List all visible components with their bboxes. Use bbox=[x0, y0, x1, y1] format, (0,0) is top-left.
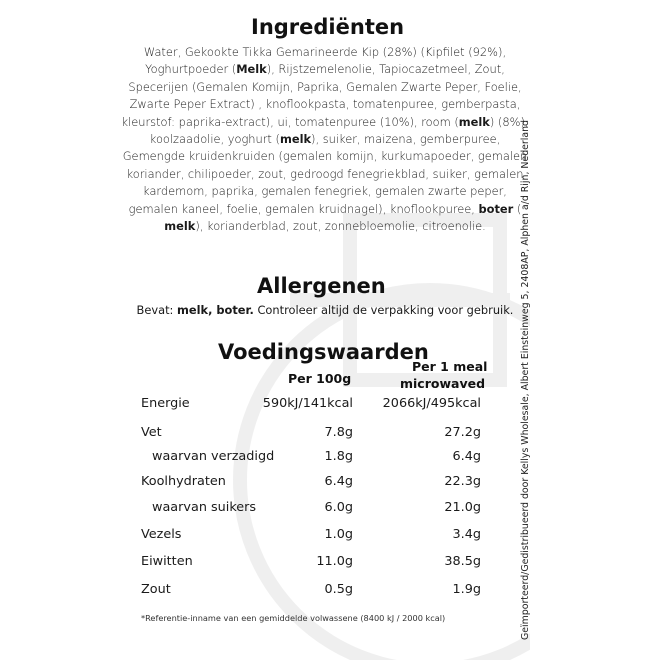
nutrient-label: waarvan verzadigd bbox=[152, 449, 275, 464]
ingredients-heading: Ingrediënten bbox=[251, 15, 405, 39]
allergens-prefix: Bevat: bbox=[136, 303, 178, 317]
nutrition-row bbox=[0, 527, 650, 547]
ingredient-text-segment: Water, Gekookte Tikka Gemarineerde Kip (28%) (Kipfilet (92%), Yoghurtpoeder ( bbox=[143, 45, 507, 77]
nutrient-label: Koolhydraten bbox=[141, 474, 226, 489]
ingredient-text-segment: ) (8%), koolzaadolie, yoghurt ( bbox=[149, 114, 529, 147]
value-per-meal: 3.4g bbox=[452, 527, 481, 542]
nutrient-label: Vezels bbox=[141, 527, 182, 542]
ingredient-allergen: melk bbox=[164, 219, 196, 234]
allergens-list: melk, boter. bbox=[177, 303, 254, 317]
allergens-suffix: Controleer altijd de verpakking voor gebruik. bbox=[253, 303, 514, 317]
nutrient-label: Eiwitten bbox=[141, 554, 193, 569]
value-per-meal: 27.2g bbox=[444, 425, 481, 440]
value-per-meal: 21.0g bbox=[444, 500, 481, 515]
reference-intake-footnote: *Referentie-inname van een gemiddelde volwassene (8400 kJ / 2000 kcal) bbox=[141, 613, 446, 623]
value-per-100g: 11.0g bbox=[316, 554, 353, 569]
value-per-meal: 22.3g bbox=[444, 474, 481, 489]
nutrition-row bbox=[0, 474, 650, 494]
nutrition-row bbox=[0, 500, 650, 520]
value-per-meal: 2066kJ/495kcal bbox=[382, 396, 481, 411]
value-per-100g: 6.4g bbox=[324, 474, 353, 489]
ingredient-allergen: Melk bbox=[236, 62, 267, 77]
nutrition-row bbox=[0, 425, 650, 445]
value-per-meal: 1.9g bbox=[452, 582, 481, 597]
value-per-meal: 38.5g bbox=[444, 554, 481, 569]
value-per-100g: 7.8g bbox=[324, 425, 353, 440]
nutrition-row bbox=[0, 396, 650, 416]
ingredient-text-segment: ), Rijstzemelenolie, Tapiocazetmeel, Zout, Specerijen (Gemalen Komijn, Paprika, Gemalen Zwarte Peper, Foelie, Zwarte Peper Extract) , knoflookpasta, tomatenpuree, gemberpasta, kleurstof: paprika-extract), ui, tomatenpuree (10%), room ( bbox=[121, 62, 522, 129]
value-per-100g: 1.0g bbox=[324, 527, 353, 542]
column-header-per-100g: Per 100g bbox=[288, 371, 352, 386]
ingredient-allergen: melk bbox=[279, 132, 312, 147]
nutrition-row bbox=[0, 554, 650, 574]
nutrient-label: Energie bbox=[141, 396, 190, 411]
ingredient-text-segment: ( bbox=[513, 201, 522, 216]
nutrient-label: Zout bbox=[141, 582, 171, 597]
allergens-text bbox=[120, 303, 530, 317]
value-per-100g: 590kJ/141kcal bbox=[262, 396, 353, 411]
ingredient-allergen: boter bbox=[478, 201, 514, 216]
ingredients-text bbox=[120, 44, 530, 235]
nutrient-label: waarvan suikers bbox=[152, 500, 257, 515]
value-per-100g: 1.8g bbox=[324, 449, 353, 464]
allergens-heading: Allergenen bbox=[257, 274, 386, 298]
column-header-per-meal-line2: microwaved bbox=[400, 376, 486, 391]
ingredient-allergen: melk bbox=[458, 114, 490, 129]
nutrient-label: Vet bbox=[141, 425, 162, 440]
value-per-100g: 6.0g bbox=[324, 500, 353, 515]
nutrition-row bbox=[0, 449, 650, 469]
value-per-100g: 0.5g bbox=[324, 582, 353, 597]
nutrition-row bbox=[0, 582, 650, 602]
column-header-per-meal-line1: Per 1 meal bbox=[412, 359, 488, 374]
ingredient-text-segment: ), korianderblad, zout, zonnebloemolie, citroenolie. bbox=[195, 219, 486, 234]
value-per-meal: 6.4g bbox=[452, 449, 481, 464]
distributor-info: Geïmporteerd/Gedistribueerd door Kellys Wholesale, Albert Einsteinweg 5, 2408AP, Alphen a/d Rijn, Nederland bbox=[520, 119, 531, 640]
ingredient-text-segment: ), suiker, maizena, gemberpuree, Gemengde kruidenkruiden (gemalen komijn, kurkumapoeder, gemalen koriander, chilipoeder, zout, gedroogd fenegriekblad, suiker, gemalen kardemom, paprika, gemalen fenegriek, gemalen zwarte peper, gemalen kaneel, foelie, gemalen kruidnagel), knoflookpuree, bbox=[122, 132, 528, 216]
nutrition-heading: Voedingswaarden bbox=[218, 340, 429, 364]
